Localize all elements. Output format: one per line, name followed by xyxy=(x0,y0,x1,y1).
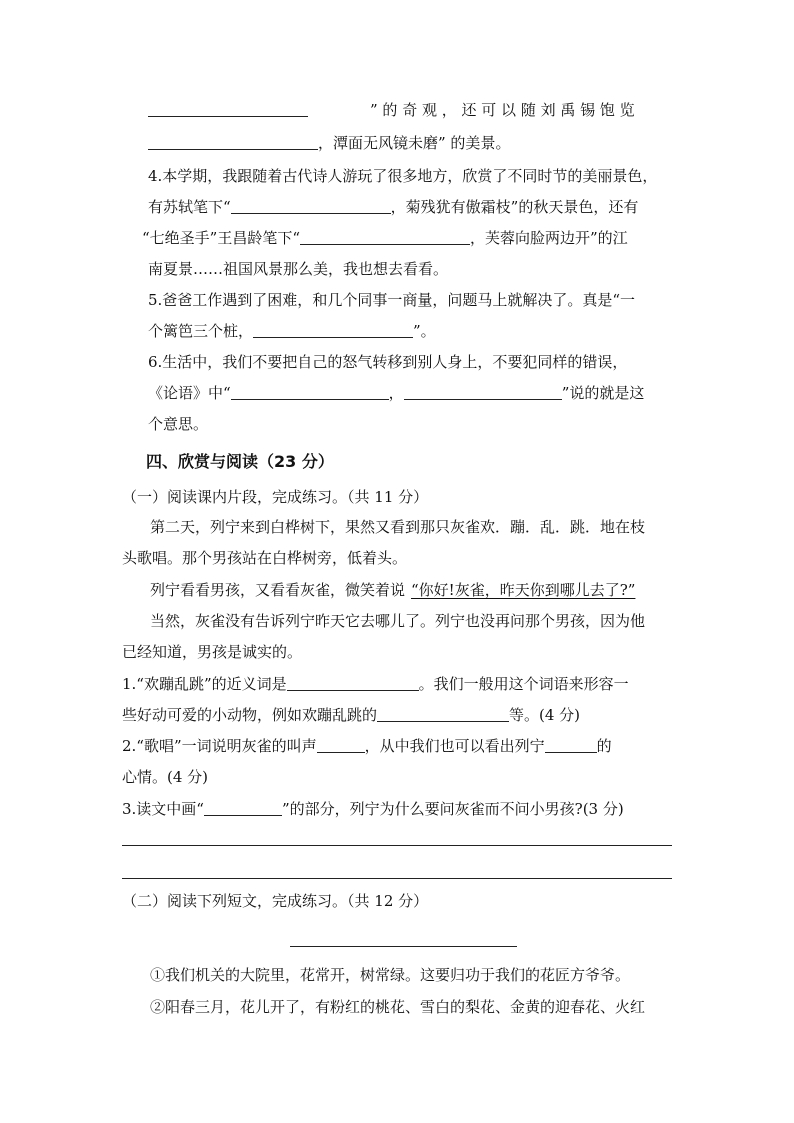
q3-line2-text: ，潭面无风镜未磨” 的美景。 xyxy=(318,134,511,152)
answer-blank[interactable] xyxy=(300,228,470,245)
q4-line2-text-a: 有苏轼笔下“ xyxy=(148,198,231,216)
question-text: 些好动可爱的小动物，例如欢蹦乱跳的 xyxy=(122,706,378,724)
answer-blank[interactable] xyxy=(404,383,562,400)
title-blank[interactable] xyxy=(290,946,517,947)
part2-header: （二）阅读下列短文，完成练习。（共 12 分） xyxy=(122,892,429,910)
q4-line3-text-b: ，芙蓉向脸两边开”的江 xyxy=(470,229,628,247)
answer-blank[interactable] xyxy=(377,705,509,722)
q3-line1 xyxy=(148,99,635,121)
underlined-quote: “你好!灰雀，昨天你到哪儿去了?” xyxy=(411,581,636,599)
answer-blank[interactable] xyxy=(231,383,389,400)
question-text: 等。(4 分) xyxy=(509,706,581,724)
q6-line2-text-b: ， xyxy=(388,384,404,402)
q3-line2 xyxy=(148,132,510,154)
question-text: 的 xyxy=(596,737,612,755)
p1-question-2-cont: 心情。(4 分) xyxy=(122,768,209,786)
answer-blank[interactable] xyxy=(287,674,419,691)
answer-line[interactable] xyxy=(122,845,672,846)
question-text: ，从中我们也可以看出列宁 xyxy=(364,737,545,755)
passage-line: 已经知道，男孩是诚实的。 xyxy=(122,643,303,661)
passage-line: 第二天，列宁来到白桦树下，果然又看到那只灰雀欢．蹦．乱．跳．地在枝 xyxy=(150,518,646,536)
q6-line3: 个意思。 xyxy=(148,415,209,433)
p1-question-1-cont xyxy=(122,704,580,726)
underline-mark xyxy=(204,799,282,816)
question-text: ”的部分，列宁为什么要问灰雀而不问小男孩?(3 分) xyxy=(281,800,624,818)
answer-line[interactable] xyxy=(122,878,672,879)
answer-blank[interactable] xyxy=(317,736,365,753)
question-text: 1.“欢蹦乱跳”的近义词是 xyxy=(122,675,287,693)
q6-line1: 6.生活中，我们不要把自己的怒气转移到别人身上，不要犯同样的错误， xyxy=(148,353,628,371)
answer-blank[interactable] xyxy=(148,133,318,150)
p1-question-2 xyxy=(122,735,612,757)
passage-line: ②阳春三月，花儿开了，有粉红的桃花、雪白的梨花、金黄的迎春花、火红 xyxy=(150,998,646,1016)
question-text: 。我们一般用这个词语来形容一 xyxy=(418,675,629,693)
answer-blank[interactable] xyxy=(253,321,413,338)
passage-line: ①我们机关的大院里，花常开，树常绿。这要归功于我们的花匠方爷爷。 xyxy=(150,966,631,984)
q6-line2-text-c: ”说的就是这 xyxy=(561,384,645,402)
question-text: 3.读文中画“ xyxy=(122,800,204,818)
q5-line2-text-b: ”。 xyxy=(413,322,436,340)
q5-line1: 5.爸爸工作遇到了困难，和几个同事一商量，问题马上就解决了。真是“一 xyxy=(148,291,635,309)
q6-line2-text-a: 《论语》中“ xyxy=(148,384,231,402)
q3-line1-text: ” 的 奇 观 ， 还 可 以 随 刘 禹 锡 饱 览 xyxy=(370,101,635,119)
answer-blank[interactable] xyxy=(545,736,597,753)
q4-line2 xyxy=(148,196,638,218)
q4-line3-text-a: “七绝圣手”王昌龄笔下“ xyxy=(142,229,301,247)
question-text: 2.“歌唱”一词说明灰雀的叫声 xyxy=(122,737,317,755)
q4-line2-text-b: ，菊残犹有傲霜枝”的秋天景色，还有 xyxy=(390,198,639,216)
p1-question-1 xyxy=(122,673,629,695)
passage-line: 头歌唱。那个男孩站在白桦树旁，低着头。 xyxy=(122,549,408,567)
q5-line2-text-a: 个篱笆三个桩， xyxy=(148,322,254,340)
q6-line2 xyxy=(148,382,644,404)
passage-text: 列宁看看男孩，又看看灰雀，微笑着说 xyxy=(150,581,406,599)
answer-blank[interactable] xyxy=(148,100,308,117)
q4-line4: 南夏景……祖国风景那么美，我也想去看看。 xyxy=(148,260,449,278)
q5-line2 xyxy=(148,320,436,342)
answer-blank[interactable] xyxy=(231,197,391,214)
section-heading: 四、欣赏与阅读（23 分） xyxy=(146,452,334,471)
q4-line3 xyxy=(142,227,628,249)
q4-line1: 4.本学期，我跟随着古代诗人游玩了很多地方，欣赏了不同时节的美丽景色， xyxy=(148,167,658,185)
passage-line: 当然，灰雀没有告诉列宁昨天它去哪儿了。列宁也没再问那个男孩，因为他 xyxy=(150,612,646,630)
part1-header: （一）阅读课内片段，完成练习。（共 11 分） xyxy=(122,488,429,506)
p1-question-3 xyxy=(122,798,624,820)
passage-line xyxy=(150,579,635,601)
